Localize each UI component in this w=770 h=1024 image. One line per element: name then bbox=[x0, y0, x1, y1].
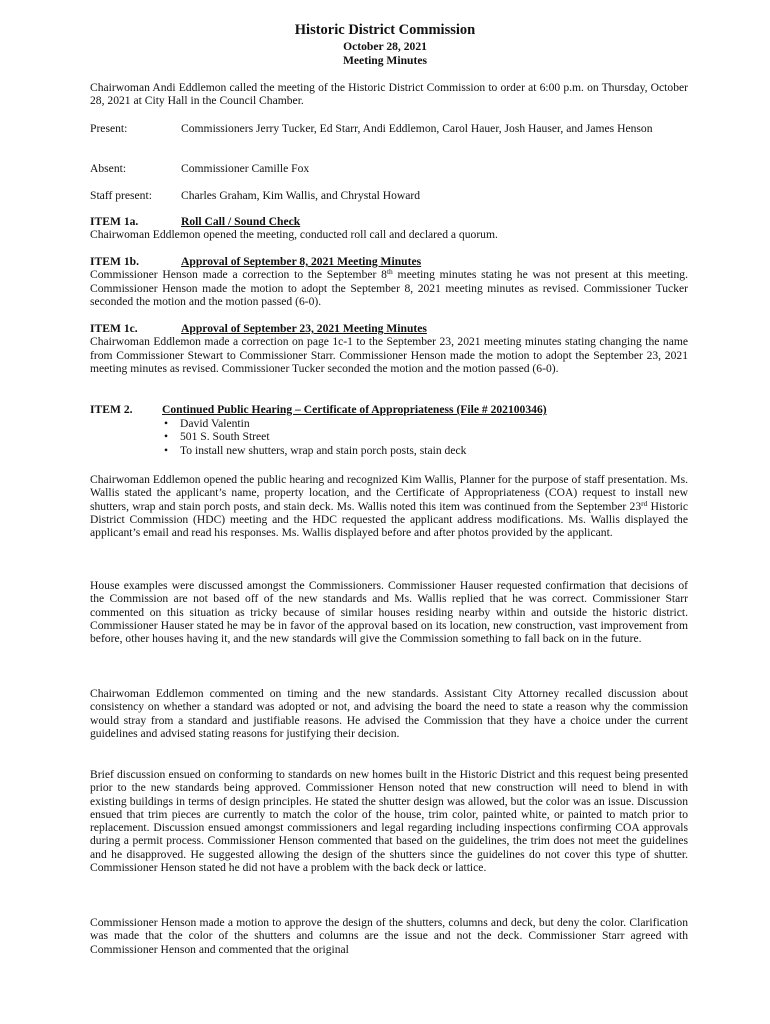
list-item: • To install new shutters, wrap and stain porch posts, stain deck bbox=[162, 444, 466, 457]
item-1c-heading bbox=[90, 322, 688, 335]
item-1a-title: Roll Call / Sound Check bbox=[181, 215, 301, 228]
item-1b-title: Approval of September 8, 2021 Meeting Minutes bbox=[181, 255, 422, 268]
item-2-bullet-list bbox=[162, 417, 466, 457]
item-1c-title: Approval of September 23, 2021 Meeting Minutes bbox=[181, 322, 427, 335]
item-1b bbox=[90, 255, 688, 308]
meeting-date: October 28, 2021 bbox=[343, 40, 427, 53]
paragraph-conforming-discussion: Brief discussion ensued on conforming to standards on new homes built in the Historic District and this request being presented prior to the new standards being approved. Commissioner Henson noted that new construction will need to blend in with existing buildings in terms of design principles. He stated the shutter design was allowed, but the color was an issue. Discussion ensued that trim pieces are currently to match the color of the house, trim color, painted white, or painted to match prior to replacement. Discussion ensued amongst commissioners and legal regarding including inspections confirming COA approvals during a permit process. Commissioner Henson commented that based on the guidelines, the trim does not meet the guidelines and he disapproved. He suggested allowing the design of the shutters since the guidelines do not cover this type of shutter. Commissioner Henson stated he did not have a problem with the back deck or lattice. bbox=[90, 768, 688, 875]
paragraph-house-examples: House examples were discussed amongst the Commissioners. Commissioner Hauser requested confirmation that decisions of the Commission are not based off of the new standards and Ms. Wallis replied that he was correct. Commissioner Starr commented on this situation as tricky because of similar houses residing nearby within and outside the historic district. Commissioner Hauser stated he may be in favor of the approval based on its location, new construction, vast improvement from before, other houses having it, and the new standards will give the Commission something to fall back on in the future. bbox=[90, 579, 688, 646]
paragraph-motion: Commissioner Henson made a motion to approve the design of the shutters, columns and deck, but deny the color. Clarification was made that the color of the shutters and columns are the issue and not the deck. Commissioner Starr agreed with Commissioner Henson and commented that the original bbox=[90, 916, 688, 956]
staff-label: Staff present: bbox=[90, 189, 152, 202]
paragraph-superscript: rd bbox=[641, 498, 648, 508]
paragraph-text-cont: Historic District Commission (HDC) meeting and the HDC requested the applicant address modifications. Ms. Wallis displayed the applicant’s email and read his responses. Ms. Wallis displayed before and after photos provided by the applicant. bbox=[90, 499, 689, 540]
paragraph-staff-presentation bbox=[90, 473, 688, 539]
list-item: • 501 S. South Street bbox=[162, 430, 466, 443]
item-1a-number: ITEM 1a. bbox=[90, 215, 139, 228]
item-1b-body-text-cont: meeting minutes stating he was not present at this meeting. Commissioner Henson made the motion to adopt the September 8, 2021 meeting minutes as revised. Commissioner Tucker seconded the motion and the motion passed (6-0). bbox=[90, 268, 689, 308]
paragraph-text: Chairwoman Eddlemon opened the public hearing and recognized Kim Wallis, Planner for the purpose of staff presentation. Ms. Wallis stated the applicant’s name, property location, and the Certificate of Appropriateness (COA) request to install new shutters, wrap and stain porch posts, and stain deck. Ms. Wallis noted this item was continued from the September 23 bbox=[90, 473, 688, 513]
item-2-heading bbox=[90, 403, 688, 416]
item-2-title: Continued Public Hearing – Certificate of Appropriateness (File # 202100346) bbox=[162, 403, 547, 416]
absent-label: Absent: bbox=[90, 162, 127, 175]
item-1c-number: ITEM 1c. bbox=[90, 322, 138, 335]
item-1b-body-superscript: th bbox=[386, 267, 393, 277]
item-1a bbox=[90, 215, 688, 242]
item-1b-number: ITEM 1b. bbox=[90, 255, 139, 268]
document-title: Historic District Commission bbox=[294, 22, 476, 38]
item-1c-body: Chairwoman Eddlemon made a correction on page 1c-1 to the September 23, 2021 meeting minutes stating changing the name from Commissioner Stewart to Commissioner Starr. Commissioner Henson made the motion to adopt the September 23, 2021 meeting minutes as revised. Commissioner Tucker seconded the motion and the motion passed (6-0). bbox=[90, 335, 688, 375]
present-label: Present: bbox=[90, 122, 128, 135]
item-1b-body bbox=[90, 268, 688, 308]
paragraph-timing-standards: Chairwoman Eddlemon commented on timing and the new standards. Assistant City Attorney recalled discussion about consistency on whether a standard was adopted or not, and advising the board the need to state a reason why the commission would stray from a standard and justifiable reasons. He advised the Commission that they have a choice under the current guidelines and advised stating reasons for justifying their decision. bbox=[90, 687, 688, 740]
item-1b-heading bbox=[90, 255, 688, 268]
intro-paragraph: Chairwoman Andi Eddlemon called the meeting of the Historic District Commission to order at 6:00 p.m. on Thursday, October 28, 2021 at City Hall in the Council Chamber. bbox=[90, 81, 688, 108]
item-2-number: ITEM 2. bbox=[90, 403, 133, 416]
list-item: • David Valentin bbox=[162, 417, 466, 430]
item-1a-heading bbox=[90, 215, 688, 228]
document-subtitle: Meeting Minutes bbox=[342, 54, 428, 67]
item-1b-body-text: Commissioner Henson made a correction to the September 8 bbox=[90, 268, 387, 282]
item-1c bbox=[90, 322, 688, 375]
item-1a-body: Chairwoman Eddlemon opened the meeting, conducted roll call and declared a quorum. bbox=[90, 228, 498, 242]
present-value: Commissioners Jerry Tucker, Ed Starr, Andi Eddlemon, Carol Hauer, Josh Hauser, and James Henson bbox=[181, 122, 653, 135]
absent-value: Commissioner Camille Fox bbox=[181, 162, 310, 175]
staff-value: Charles Graham, Kim Wallis, and Chrystal Howard bbox=[181, 189, 421, 202]
